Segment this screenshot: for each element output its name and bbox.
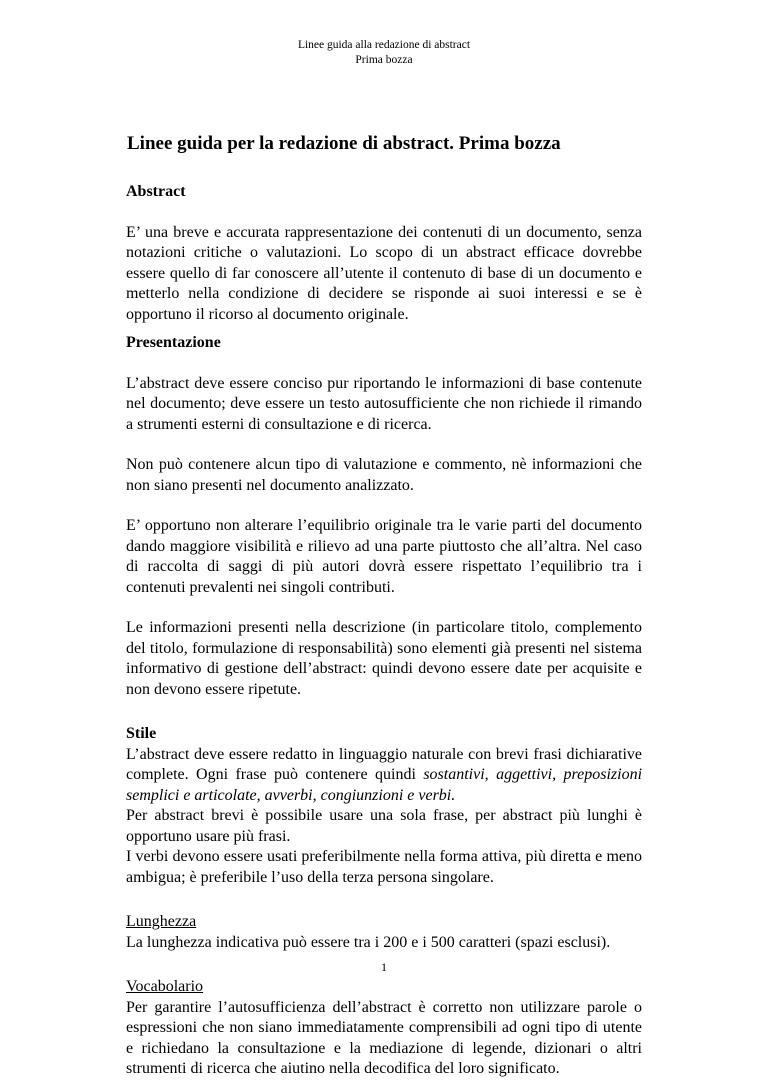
lunghezza-paragraph: La lunghezza indicativa può essere tra i 200 e i 500 caratteri (spazi esclusi). xyxy=(126,933,611,951)
stile-paragraph-1 xyxy=(126,745,642,807)
page-header xyxy=(0,38,768,68)
stile-italic-list: sostantivi, aggettivi, preposizioni semplici e articolate, avverbi, congiunzioni e verbi. xyxy=(126,766,643,804)
header-line-1: Linee guida alla redazione di abstract xyxy=(297,39,471,51)
presentazione-heading: Presentazione xyxy=(126,334,221,351)
abstract-heading: Abstract xyxy=(126,183,186,200)
abstract-paragraph: E’ una breve e accurata rappresentazione dei contenuti di un documento, senza notazioni critiche o valutazioni. Lo scopo di un abstract efficace dovrebbe essere quello di far conoscere all’utente il contenuto di base di un documento e metterlo nella condizione di decidere se risponde ai suoi interessi e se è opportuno il ricorso al documento originale. xyxy=(126,223,642,323)
lunghezza-heading: Lunghezza xyxy=(126,913,197,930)
vocabolario-paragraph: Per garantire l’autosufficienza dell’abstract è corretto non utilizzare parole o espressioni che non siano immediatamente comprensibili ad ogni tipo di utente e richiedano la consultazione e la mediazione di legende, dizionari o altri strumenti di ricerca che aiutino nella decodifica del loro significato. xyxy=(126,998,642,1077)
document-body xyxy=(126,182,642,1080)
document-title: Linee guida per la redazione di abstract. Prima bozza xyxy=(127,133,561,154)
stile-paragraph-2: Per abstract brevi è possibile usare una sola frase, per abstract più lunghi è opportuno usare più frasi. xyxy=(126,807,642,845)
vocabolario-heading: Vocabolario xyxy=(126,978,204,995)
stile-paragraph-3: I verbi devono essere usati preferibilmente nella forma attiva, più diretta e meno ambigua; è preferibile l’uso della terza persona singolare. xyxy=(126,848,642,886)
presentazione-paragraph-1: L’abstract deve essere conciso pur riportando le informazioni di base contenute nel documento; deve essere un testo autosufficiente che non richiede il rimando a strumenti esterni di consultazione e di ricerca. xyxy=(126,374,642,433)
presentazione-paragraph-3: E’ opportuno non alterare l’equilibrio originale tra le varie parti del documento dando maggiore visibilità e rilievo ad una parte piuttosto che all’altra. Nel caso di raccolta di saggi di più autori dovrà essere rispettato l’equilibrio tra i contenuti prevalenti nei singoli contributi. xyxy=(126,517,642,596)
page-number: 1 xyxy=(381,960,387,974)
header-line-2: Prima bozza xyxy=(355,54,413,66)
presentazione-paragraph-4: Le informazioni presenti nella descrizione (in particolare titolo, complemento del titolo, formulazione di responsabilità) sono elementi già presenti nel sistema informativo di gestione dell’abstract: quindi devono essere date per acquisite e non devono essere ripetute. xyxy=(126,619,642,698)
presentazione-paragraph-2: Non può contenere alcun tipo di valutazione e commento, nè informazioni che non siano presenti nel documento analizzato. xyxy=(126,456,642,494)
stile-heading: Stile xyxy=(126,725,157,742)
stile-text: L’abstract deve essere redatto in linguaggio naturale con brevi frasi dichiarative complete. Ogni frase può contenere quindi xyxy=(126,745,642,783)
